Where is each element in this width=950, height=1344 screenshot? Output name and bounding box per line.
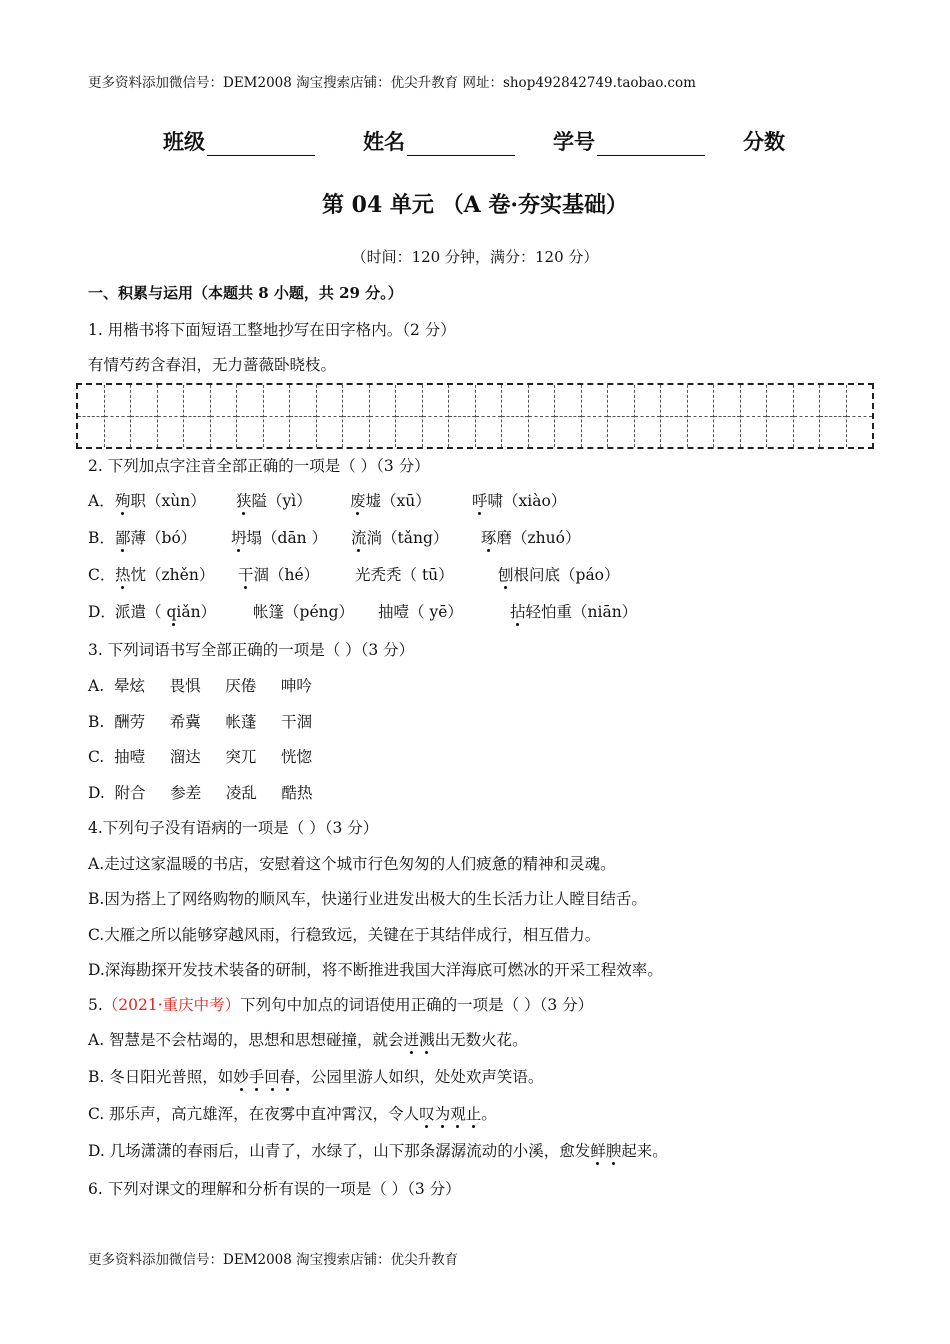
dotted-char: 止 bbox=[465, 1105, 482, 1123]
pinyin: 根问底（páo） bbox=[513, 566, 620, 584]
dotted-char: 刨 bbox=[498, 566, 514, 584]
dotted-char: 观 bbox=[450, 1105, 466, 1123]
pinyin: 噎（ yē） bbox=[393, 603, 463, 621]
q5-option-d[interactable] bbox=[88, 1139, 668, 1161]
pinyin: 隘（yì） bbox=[251, 492, 312, 510]
grid-cell[interactable] bbox=[317, 385, 344, 447]
grid-cell[interactable] bbox=[820, 385, 847, 447]
q3-option-a[interactable]: A. 晕炫 畏惧 厌倦 呻吟 bbox=[88, 677, 312, 695]
dotted-pinyin: 遣（ qiǎn） bbox=[130, 603, 217, 621]
grid-cell[interactable] bbox=[635, 385, 662, 447]
grid-cell[interactable] bbox=[423, 385, 450, 447]
dotted-char: 殉 bbox=[115, 492, 131, 510]
dotted-char: 腴 bbox=[605, 1142, 622, 1160]
pinyin: 秃（ tū） bbox=[386, 566, 454, 584]
q5-option-a[interactable] bbox=[88, 1028, 528, 1050]
grid-cell[interactable] bbox=[211, 385, 238, 447]
q4-option-a[interactable]: A.走过这家温暖的书店，安慰着这个城市行色匆匆的人们疲惫的精神和灵魂。 bbox=[88, 855, 616, 873]
option-letter: A． bbox=[88, 492, 115, 510]
q5-stem-text: 下列句中加点的词语使用正确的一项是（ ）（3 分） bbox=[240, 996, 594, 1014]
header-note: 更多资料添加微信号：DEM2008 淘宝搜索店铺：优尖升教育 网址：shop492842749.taobao.com bbox=[88, 75, 696, 91]
pinyin: 篷（péng） bbox=[268, 603, 355, 621]
footer-note: 更多资料添加微信号：DEM2008 淘宝搜索店铺：优尖升教育 bbox=[88, 1252, 459, 1268]
text: 起来。 bbox=[621, 1142, 668, 1160]
pinyin: 墟（xū） bbox=[365, 492, 431, 510]
section-heading: 一、积累与运用（本题共 8 小题，共 29 分。） bbox=[88, 284, 403, 302]
dotted-char: 妙 bbox=[233, 1068, 249, 1086]
dotted-char: 热 bbox=[115, 566, 131, 584]
dotted-char: 流 bbox=[351, 529, 367, 547]
name-field[interactable] bbox=[363, 126, 515, 156]
q5-source: （2021·重庆中考） bbox=[102, 996, 241, 1014]
score-field[interactable] bbox=[743, 126, 785, 156]
grid-cell[interactable] bbox=[661, 385, 688, 447]
q3-option-b[interactable]: B. 酬劳 希冀 帐蓬 干涸 bbox=[88, 713, 313, 731]
dotted-word bbox=[404, 1031, 435, 1049]
grid-cell[interactable] bbox=[264, 385, 291, 447]
pinyin: 塌（dān ） bbox=[246, 529, 328, 547]
q2-stem: 2. 下列加点字注音全部正确的一项是（ ）（3 分） bbox=[88, 457, 430, 475]
grid-cell[interactable] bbox=[714, 385, 741, 447]
text: ，公园里游人如织，处处欢声笑语。 bbox=[295, 1068, 544, 1086]
q5-number: 5. bbox=[88, 996, 103, 1014]
q3-stem: 3. 下列词语书写全部正确的一项是（ ）（3 分） bbox=[88, 641, 415, 659]
dotted-char: 叹 bbox=[419, 1105, 435, 1123]
pinyin: 职（xùn） bbox=[130, 492, 206, 510]
grid-cell[interactable] bbox=[688, 385, 715, 447]
pinyin: 磨（zhuó） bbox=[496, 529, 581, 547]
dotted-word bbox=[590, 1142, 621, 1160]
pinyin: 啸（xiào） bbox=[487, 492, 567, 510]
number-label: 学号 bbox=[553, 129, 595, 154]
text: C. 那乐声，高亢雄浑，在夜雾中直冲霄汉，令人 bbox=[88, 1105, 420, 1123]
score-label: 分数 bbox=[743, 129, 785, 154]
tianzi-grid[interactable] bbox=[76, 383, 874, 449]
dotted-char: 手 bbox=[248, 1068, 265, 1086]
grid-cell[interactable] bbox=[767, 385, 794, 447]
grid-cell[interactable] bbox=[184, 385, 211, 447]
dotted-char: 回 bbox=[264, 1068, 280, 1086]
q3-option-d[interactable]: D. 附合 参差 凌乱 酷热 bbox=[88, 784, 313, 802]
text: D. 几场潇潇的春雨后，山青了，水绿了，山下那条潺潺流动的小溪，愈发 bbox=[88, 1142, 591, 1160]
q4-option-d[interactable]: D.深海勘探开发技术装备的研制，将不断推进我国大洋海底可燃冰的开采工程效率。 bbox=[88, 961, 663, 979]
grid-cell[interactable] bbox=[343, 385, 370, 447]
grid-cell[interactable] bbox=[290, 385, 317, 447]
time-info: （时间：120 分钟，满分：120 分） bbox=[351, 248, 599, 266]
q5-option-b[interactable] bbox=[88, 1065, 543, 1087]
q6-stem: 6. 下列对课文的理解和分析有误的一项是（ ）（3 分） bbox=[88, 1180, 461, 1198]
q5-stem bbox=[88, 993, 593, 1015]
grid-cell[interactable] bbox=[476, 385, 503, 447]
q5-option-c[interactable] bbox=[88, 1102, 497, 1124]
dotted-char: 琢 bbox=[481, 529, 497, 547]
text: 光秃 bbox=[355, 566, 387, 584]
grid-cell[interactable] bbox=[131, 385, 158, 447]
grid-cell[interactable] bbox=[370, 385, 397, 447]
grid-cell[interactable] bbox=[158, 385, 185, 447]
grid-cell[interactable] bbox=[502, 385, 529, 447]
grid-cell[interactable] bbox=[78, 385, 105, 447]
option-letter: C． bbox=[88, 566, 116, 584]
dotted-word bbox=[419, 1105, 481, 1123]
text: 。 bbox=[481, 1105, 497, 1123]
dotted-char: 迸 bbox=[403, 1031, 420, 1049]
grid-cell[interactable] bbox=[529, 385, 556, 447]
q4-option-c[interactable]: C.大雁之所以能够穿越风雨，行稳致远，关键在于其结伴成行，相互借力。 bbox=[88, 926, 601, 944]
dotted-char: 干 bbox=[238, 566, 254, 584]
pinyin: 轻怕重（niān） bbox=[525, 603, 638, 621]
grid-cell[interactable] bbox=[105, 385, 132, 447]
grid-cell[interactable] bbox=[237, 385, 264, 447]
grid-cell[interactable] bbox=[741, 385, 768, 447]
text: 帐 bbox=[253, 603, 269, 621]
option-letter: D． bbox=[88, 603, 116, 621]
grid-cell[interactable] bbox=[582, 385, 609, 447]
page-title: 第 04 单元 （A 卷·夯实基础） bbox=[322, 192, 628, 218]
grid-cell[interactable] bbox=[608, 385, 635, 447]
name-label: 姓名 bbox=[363, 129, 405, 154]
pinyin: 薄（bó） bbox=[130, 529, 197, 547]
text: 出无数火花。 bbox=[434, 1031, 528, 1049]
dotted-char: 鄙 bbox=[115, 529, 131, 547]
dotted-char: 鲜 bbox=[590, 1142, 606, 1160]
class-field[interactable] bbox=[163, 126, 315, 156]
pinyin: 涸（hé） bbox=[253, 566, 320, 584]
pinyin: 淌（tǎng） bbox=[366, 529, 449, 547]
q1-text: 有情芍药含春泪，无力蔷薇卧晓枝。 bbox=[88, 356, 337, 374]
text: 派 bbox=[115, 603, 131, 621]
dotted-char: 坍 bbox=[231, 529, 247, 547]
dotted-char: 溅 bbox=[419, 1031, 435, 1049]
option-letter: B． bbox=[88, 529, 115, 547]
grid-cell[interactable] bbox=[555, 385, 582, 447]
q1-stem: 1. 用楷书将下面短语工整地抄写在田字格内。（2 分） bbox=[88, 321, 456, 339]
dotted-char: 为 bbox=[434, 1105, 451, 1123]
dotted-char: 呼 bbox=[472, 492, 488, 510]
grid-cell[interactable] bbox=[396, 385, 423, 447]
dotted-char: 春 bbox=[279, 1068, 296, 1086]
dotted-char: 废 bbox=[350, 492, 366, 510]
text: A. 智慧是不会枯竭的，思想和思想碰撞，就会 bbox=[88, 1031, 404, 1049]
class-label: 班级 bbox=[163, 129, 205, 154]
grid-cell[interactable] bbox=[449, 385, 476, 447]
text: 抽 bbox=[378, 603, 394, 621]
grid-cell[interactable] bbox=[847, 385, 873, 447]
text: B. 冬日阳光普照，如 bbox=[88, 1068, 234, 1086]
q4-stem: 4.下列句子没有语病的一项是（ ）（3 分） bbox=[88, 819, 379, 837]
grid-cell[interactable] bbox=[794, 385, 821, 447]
number-field[interactable] bbox=[553, 126, 705, 156]
q3-option-c[interactable]: C. 抽噎 溜达 突兀 恍惚 bbox=[88, 748, 312, 766]
dotted-word bbox=[233, 1068, 295, 1086]
dotted-char: 狭 bbox=[236, 492, 252, 510]
dotted-char: 拈 bbox=[510, 603, 526, 621]
q4-option-b[interactable]: B.因为搭上了网络购物的顺风车，快递行业进发出极大的生长活力让人瞠目结舌。 bbox=[88, 890, 647, 908]
pinyin: 忱（zhěn） bbox=[130, 566, 215, 584]
